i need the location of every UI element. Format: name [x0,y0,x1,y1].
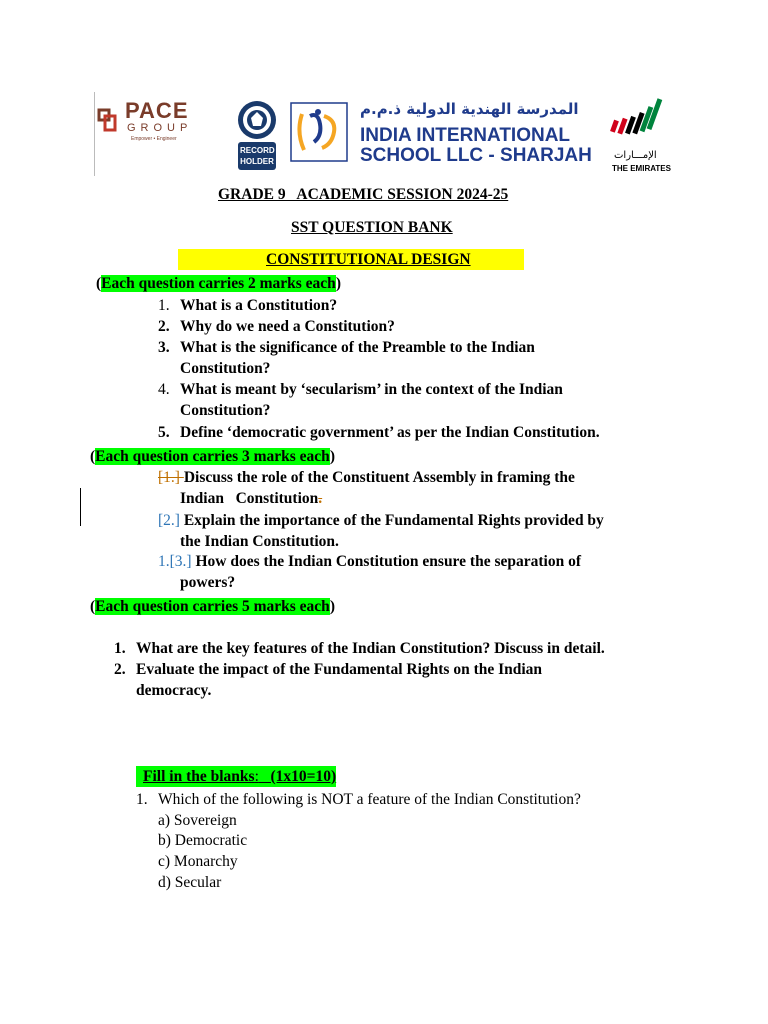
section2-label: Each question carries 3 marks each [95,448,330,465]
chapter-title: CONSTITUTIONAL DESIGN [178,249,524,270]
doc-title: GRADE 9 ACADEMIC SESSION 2024-25 [218,186,509,203]
question-text: Discuss the role of the Constituent Assembly in framing the [183,469,575,486]
mcq-option-b: b) Democratic [158,832,248,849]
pace-mark-icon [97,104,121,134]
item-number: 2. [114,661,126,678]
section4-marks: (1x10=10) [270,768,337,785]
mcq-option-d: d) Secular [158,874,222,891]
section4-colon: : [254,768,259,785]
inserted-number: 1.[3.] [158,553,192,570]
pace-tagline: Empower • Engineer [131,136,177,142]
item-number: 1. [114,640,126,657]
item-number: 4. [158,381,170,398]
emirates-arabic: الإمـــارات [614,150,657,161]
mcq-option-a: a) Sovereign [158,812,237,829]
deleted-number: [1.] [158,469,184,486]
item-number: 1. [158,297,170,314]
section2-open-paren: ( [90,448,96,465]
question-text: What is the significance of the Preamble to the Indian [180,339,535,356]
section4-header [136,766,336,787]
question-text: How does the Indian Constitution ensure the separation of [191,553,581,570]
question-text: What are the key features of the Indian Constitution? Discuss in detail. [136,640,605,657]
inserted-number: [2.] [158,512,180,529]
question-text: What is a Constitution? [180,297,338,314]
question-text-continued: the Indian Constitution. [180,533,339,550]
the-emirates-logo [608,94,678,176]
guinness-label: RECORD HOLDER [240,146,275,166]
guinness-record-badge [236,100,278,172]
item-number: 1. [136,791,148,808]
item-number: 2. [158,318,170,335]
question-text-continued: powers? [180,574,236,591]
list-item [158,467,575,488]
list-item [158,422,600,443]
item-number: 5. [158,424,170,441]
section3-header [90,596,335,617]
school-arabic-name: المدرسة الهندية الدولية ذ.م.م [360,100,579,118]
question-text: Which of the following is NOT a feature of the Indian Constitution? [158,791,581,808]
header-logos [94,92,678,176]
school-name-line2: SCHOOL LLC - SHARJAH [360,145,592,166]
list-item [158,379,563,400]
emirates-label: THE EMIRATES [612,164,671,173]
list-item [114,638,605,659]
question-text-continued: Constitution? [180,402,271,419]
question-text: Indian Constitution [180,490,319,507]
section2-close-paren: ) [329,448,335,465]
question-text: Evaluate the impact of the Fundamental Rights on the Indian [136,661,543,678]
school-name-line1: INDIA INTERNATIONAL [360,125,571,146]
question-text-continued: Constitution? [180,360,271,377]
revision-change-bar [80,488,81,526]
school-logo [290,98,592,168]
emirates-bars-icon [610,94,666,140]
list-item [114,659,542,680]
deleted-period: . [318,490,323,507]
mcq-question [136,789,581,810]
pace-name: PACE [125,98,189,123]
list-item [158,295,337,316]
mcq-option-c: c) Monarchy [158,853,238,870]
doc-subtitle: SST QUESTION BANK [291,219,453,236]
section4-label: Fill in the blanks [143,768,255,785]
question-text: Why do we need a Constitution? [180,318,395,335]
list-item [158,316,395,337]
list-item [158,551,581,572]
question-text: Explain the importance of the Fundamental Rights provided by [179,512,604,529]
section1-header [96,273,341,294]
section3-open-paren: ( [90,598,96,615]
pace-group-logo [94,92,217,176]
iis-emblem-icon [290,102,348,162]
section3-label: Each question carries 5 marks each [95,598,330,615]
question-text: Define ‘democratic government’ as per the Indian Constitution. [180,424,600,441]
section2-header [90,446,335,467]
question-text-continued [180,488,322,509]
section1-close-paren: ) [335,275,341,292]
question-text-continued: democracy. [136,682,212,699]
list-item [158,510,604,531]
section1-label: Each question carries 2 marks each [101,275,336,292]
pace-group-text: GROUP [127,122,193,134]
section1-open-paren: ( [96,275,102,292]
question-text: What is meant by ‘secularism’ in the context of the Indian [180,381,563,398]
section3-close-paren: ) [329,598,335,615]
list-item [158,337,535,358]
item-number: 3. [158,339,170,356]
